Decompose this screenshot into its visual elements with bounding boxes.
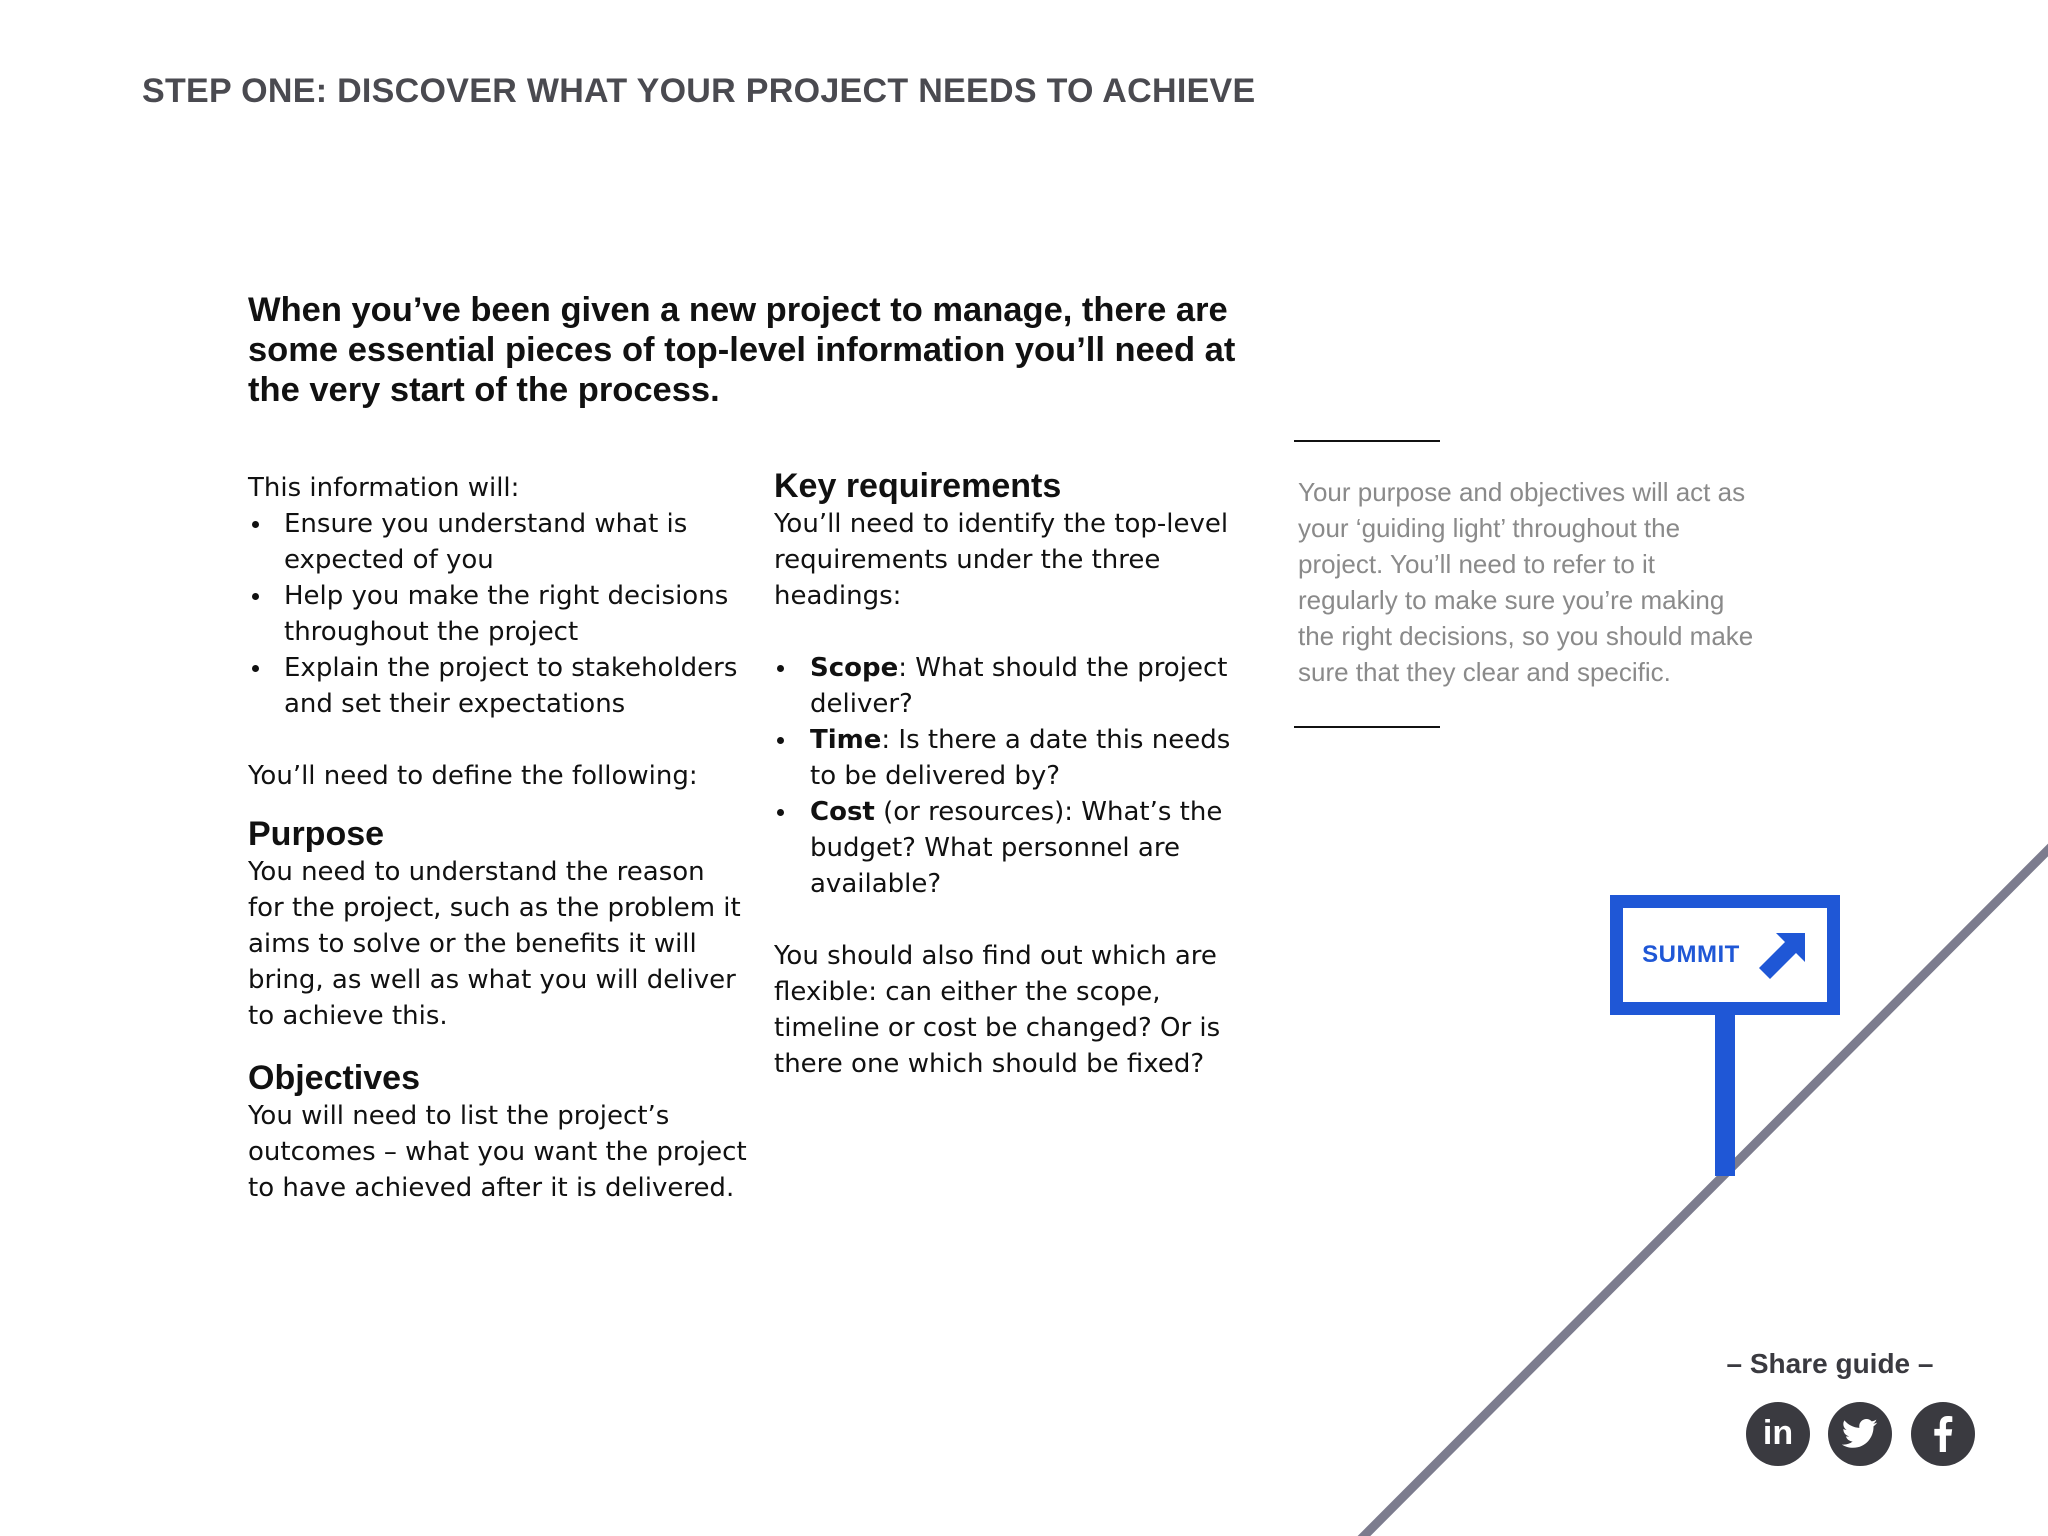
twitter-share-button[interactable] xyxy=(1828,1402,1892,1466)
requirements-lead: You’ll need to identify the top-level requirements under the three headings: xyxy=(774,509,1229,611)
purpose-heading: Purpose xyxy=(248,815,385,853)
purpose-text: You need to understand the reason for the project, such as the problem it aims to solve or the benefits it will bring, as well as what you will deliver to achieve this. xyxy=(248,857,741,1031)
requirement-text: : What should the project deliver? xyxy=(810,653,1228,719)
list-item: Explain the project to stakeholders and set their expectations xyxy=(248,650,748,722)
list-item: Help you make the right decisions throughout the project xyxy=(248,578,748,650)
facebook-icon xyxy=(1933,1416,1953,1452)
share-guide-label: – Share guide – xyxy=(1726,1348,1934,1379)
summit-sign xyxy=(1610,895,1840,1015)
info-lead: This information will: xyxy=(248,473,520,503)
list-item: Ensure you understand what is expected of you xyxy=(248,506,748,578)
requirement-text: (or resources): What’s the budget? What personnel are available? xyxy=(810,797,1223,899)
requirement-term: Cost xyxy=(810,797,875,827)
define-lead: You’ll need to define the following: xyxy=(248,761,698,791)
linkedin-icon: in xyxy=(1762,1414,1794,1452)
requirement-text: : Is there a date this needs to be delivered by? xyxy=(810,725,1231,791)
sign-post xyxy=(1715,1012,1735,1176)
key-requirements-heading: Key requirements xyxy=(774,467,1062,505)
sidenote: Your purpose and objectives will act as your ‘guiding light’ throughout the project. You’ll need to refer to it regularly to make sure you’re making the right decisions, so you should make sure that they clear and specific. xyxy=(1298,477,1754,687)
facebook-share-button[interactable] xyxy=(1911,1402,1975,1466)
intro-paragraph: When you’ve been given a new project to manage, there are some essential pieces of top-level information you’ll need at the very start of the process. xyxy=(248,291,1236,409)
summit-sign-label: SUMMIT xyxy=(1642,941,1740,968)
twitter-icon xyxy=(1842,1419,1878,1449)
objectives-heading: Objectives xyxy=(248,1059,420,1097)
flexibility-note: You should also find out which are flexible: can either the scope, timeline or cost be changed? Or is there one which should be fixed? xyxy=(774,941,1221,1079)
arrow-up-right-icon xyxy=(1758,930,1808,980)
requirement-term: Scope xyxy=(810,653,899,683)
page-title: STEP ONE: DISCOVER WHAT YOUR PROJECT NEEDS TO ACHIEVE xyxy=(142,72,1256,110)
linkedin-share-button[interactable] xyxy=(1746,1402,1810,1466)
objectives-text: You will need to list the project’s outcomes – what you want the project to have achieved after it is delivered. xyxy=(248,1101,747,1203)
requirement-term: Time xyxy=(810,725,882,755)
